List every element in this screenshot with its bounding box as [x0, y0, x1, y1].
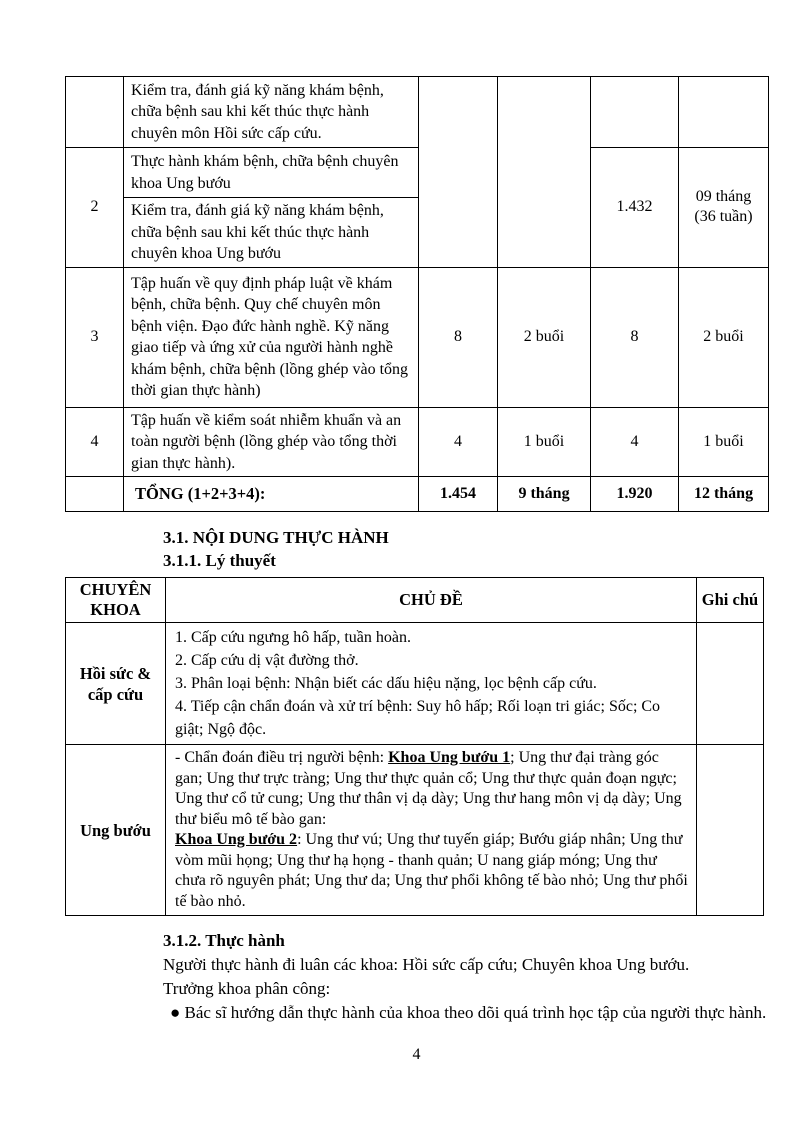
section-heading-3-1: 3.1. NỘI DUNG THỰC HÀNH [163, 528, 389, 547]
section-heading-3-1-1: 3.1.1. Lý thuyết [163, 551, 276, 570]
cell-total-empty [66, 477, 124, 512]
cell-content-r2b: Kiểm tra, đánh giá kỹ năng khám bệnh, chữa bệnh sau khi kết thúc thực hành chuyên khoa Ung bướu [124, 198, 419, 268]
table-header-row [66, 578, 764, 623]
paragraph-rotation: Người thực hành đi luân các khoa: Hồi sức cấp cứu; Chuyên khoa Ung bướu. [163, 955, 690, 974]
cell-r3c3: 8 [419, 267, 498, 407]
page-number: 4 [412, 1046, 421, 1063]
cell-empty-r1c6 [679, 77, 769, 148]
table-row [66, 148, 769, 198]
cell-r4c5: 4 [591, 407, 679, 477]
table-row [66, 267, 769, 407]
paragraph-bullet-doctor: ● Bác sĩ hướng dẫn thực hành của khoa theo dõi quá trình học tập của người thực hành. [170, 1003, 767, 1022]
cell-empty-r1c5 [591, 77, 679, 148]
topic-item: 2. Cấp cứu dị vật đường thở. [175, 652, 359, 669]
p2-post: : Ung thư vú; Ung thư tuyến giáp; Bướu giáp nhân; Ung thư vòm mũi họng; Ung thư hạ họng - thanh quản; U nang giáp móng; Ung thư chưa rõ nguyên phát; Ung thư da; Ung thư phổi không tế bào nhỏ; Ung thư phổi tế bào nhỏ. [175, 831, 688, 910]
cell-hours-1432: 1.432 [591, 148, 679, 268]
khoa-ung-buou-2-label: Khoa Ung bướu 2 [175, 831, 298, 848]
table-row-total [66, 477, 769, 512]
cell-stt-empty [66, 77, 124, 148]
topic-item: 3. Phân loại bệnh: Nhận biết các dấu hiệu nặng, lọc bệnh cấp cứu. [175, 675, 597, 692]
cell-stt-2: 2 [66, 148, 124, 268]
cell-duration-9thang [679, 148, 769, 268]
header-chuyen-khoa: CHUYÊN KHOA [66, 578, 166, 623]
topic-item: 1. Cấp cứu ngưng hô hấp, tuần hoàn. [175, 629, 411, 646]
cell-content-r4: Tập huấn về kiểm soát nhiễm khuẩn và an toàn người bệnh (lồng ghép vào tổng thời gian thực hành). [124, 407, 419, 477]
cell-topics-ungbuou [166, 745, 697, 916]
cell-specialty-ungbuou: Ung bướu [66, 745, 166, 916]
cell-topics-hoisuc [166, 623, 697, 745]
cell-stt-4: 4 [66, 407, 124, 477]
duration-line2: (36 tuần) [694, 208, 753, 226]
cell-content-r2a: Thực hành khám bệnh, chữa bệnh chuyên khoa Ung bướu [124, 148, 419, 198]
header-chu-de: CHỦ ĐỀ [166, 578, 697, 623]
cell-r3c5: 8 [591, 267, 679, 407]
cell-total-c5: 1.920 [591, 477, 679, 512]
cell-stt-3: 3 [66, 267, 124, 407]
theory-content-table [65, 577, 764, 916]
cell-merged-empty-2 [498, 77, 591, 268]
cell-specialty-hoisuc: Hồi sức & cấp cứu [66, 623, 166, 745]
training-schedule-table [65, 76, 769, 512]
cell-total-label: TỔNG (1+2+3+4): [124, 477, 419, 512]
cell-note-ungbuou [697, 745, 764, 916]
header-ghi-chu: Ghi chú [697, 578, 764, 623]
p1-pre: - Chẩn đoán điều trị người bệnh: [175, 749, 389, 766]
cell-r4c6: 1 buổi [679, 407, 769, 477]
cell-note-hoisuc [697, 623, 764, 745]
cell-r4c3: 4 [419, 407, 498, 477]
cell-r3c4: 2 buổi [498, 267, 591, 407]
topic-paragraph-2 [175, 830, 690, 912]
cell-merged-empty-1 [419, 77, 498, 268]
section-3-1-2-block [115, 929, 771, 1025]
duration-line1: 09 tháng [695, 188, 752, 206]
cell-content-r1: Kiểm tra, đánh giá kỹ năng khám bệnh, chữa bệnh sau khi kết thúc thực hành chuyên môn Hồi sức cấp cứu. [124, 77, 419, 148]
table-row-ung-buou [66, 745, 764, 916]
cell-content-r3: Tập huấn về quy định pháp luật về khám bệnh, chữa bệnh. Quy chế chuyên môn bệnh viện. Đạo đức hành nghề. Kỹ năng giao tiếp và ứng xử của người hành nghề khám bệnh, chữa bệnh (lồng ghép vào tổng thời gian thực hành) [124, 267, 419, 407]
cell-r3c6: 2 buổi [679, 267, 769, 407]
section-heading-3-1-2: 3.1.2. Thực hành [163, 931, 285, 950]
table-row [66, 407, 769, 477]
cell-total-c4: 9 tháng [498, 477, 591, 512]
table-row-hoi-suc [66, 623, 764, 745]
cell-total-c6: 12 tháng [679, 477, 769, 512]
khoa-ung-buou-1-label: Khoa Ung bướu 1 [388, 749, 511, 766]
topic-paragraph-1 [175, 748, 690, 830]
cell-r4c4: 1 buổi [498, 407, 591, 477]
p1-post: ; Ung thư đại tràng góc gan; Ung thư trực tràng; Ung thư thực quản cổ; Ung thư thực quản đoạn ngực; Ung thư cổ tử cung; Ung thư thân vị dạ dày; Ung thư hang môn vị dạ dày; Ung thư biểu mô tế bào gan: [175, 749, 682, 828]
topic-item: 4. Tiếp cận chẩn đoán và xử trí bệnh: Suy hô hấp; Rối loạn tri giác; Sốc; Co giật; Ngộ độc. [175, 698, 661, 738]
cell-total-c3: 1.454 [419, 477, 498, 512]
paragraph-assignment: Trưởng khoa phân công: [163, 979, 331, 998]
table-row [66, 77, 769, 148]
